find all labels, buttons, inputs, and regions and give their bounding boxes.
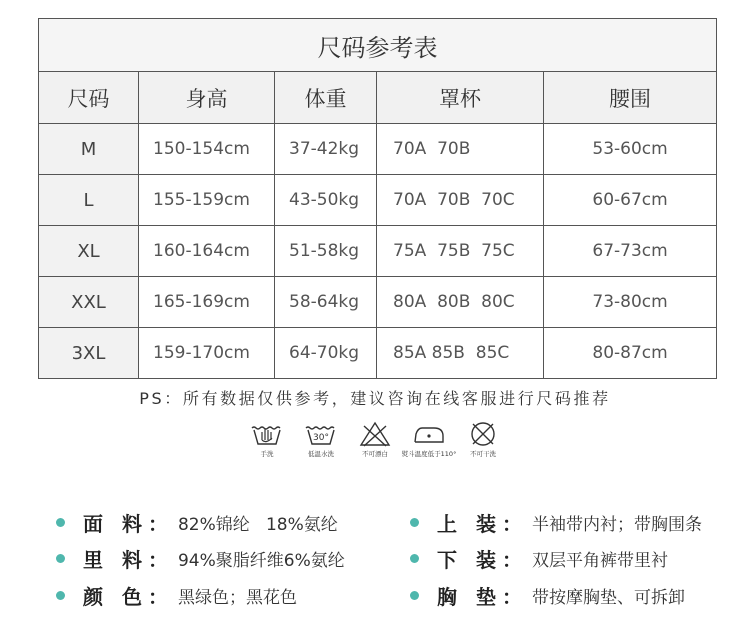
header-weight: 体重 — [275, 72, 377, 124]
iron-low-icon — [412, 420, 446, 448]
cell-cup: 80A 80B 80C — [377, 277, 544, 328]
care-hand-wash — [238, 420, 296, 458]
care-label: 手洗 — [260, 450, 274, 458]
cell-size: M — [39, 124, 139, 175]
spec-value: 82%锦纶 18%氨纶 — [177, 514, 338, 535]
spec-label: 颜 色： — [83, 584, 174, 609]
header-size: 尺码 — [39, 72, 139, 124]
bullet-dot — [410, 591, 419, 600]
cell-size: XXL — [39, 277, 139, 328]
table-title: 尺码参考表 — [39, 19, 717, 72]
care-no-bleach — [346, 420, 404, 458]
spec-label: 面 料： — [83, 511, 174, 536]
spec-value: 94%聚脂纤维6%氨纶 — [177, 550, 345, 571]
header-height: 身高 — [139, 72, 275, 124]
cell-cup: 85A 85B 85C — [377, 328, 544, 379]
care-label: 不可干洗 — [470, 450, 496, 458]
cell-size: XL — [39, 226, 139, 277]
spec-pad — [410, 582, 685, 608]
cell-weight: 43-50kg — [275, 175, 377, 226]
wash-30-icon — [304, 420, 338, 448]
table-row — [39, 328, 717, 379]
cell-height: 160-164cm — [139, 226, 275, 277]
cell-size: 3XL — [39, 328, 139, 379]
spec-bottom — [410, 545, 668, 571]
spec-value: 双层平角裤带里衬 — [531, 550, 668, 571]
cell-size: L — [39, 175, 139, 226]
table-row — [39, 175, 717, 226]
bullet-dot — [410, 518, 419, 527]
header-waist: 腰围 — [544, 72, 717, 124]
cell-height: 165-169cm — [139, 277, 275, 328]
spec-value: 半袖带内衬；带胸围条 — [531, 514, 702, 535]
no-bleach-icon — [358, 420, 392, 448]
cell-weight: 64-70kg — [275, 328, 377, 379]
hand-wash-icon — [250, 420, 284, 448]
bullet-dot — [56, 518, 65, 527]
spec-value: 带按摩胸垫、可拆卸 — [531, 587, 685, 608]
care-no-tumble-dry — [454, 420, 512, 458]
cell-weight: 58-64kg — [275, 277, 377, 328]
cell-height: 155-159cm — [139, 175, 275, 226]
care-wash-30 — [292, 420, 350, 458]
wash-temp-label: 30° — [313, 433, 329, 443]
cell-cup: 75A 75B 75C — [377, 226, 544, 277]
care-label: 不可漂白 — [362, 450, 388, 458]
table-row — [39, 277, 717, 328]
spec-top — [410, 509, 702, 535]
spec-label: 里 料： — [83, 547, 174, 572]
cell-height: 159-170cm — [139, 328, 275, 379]
size-chart-table — [38, 18, 717, 379]
care-label: 低温水洗 — [308, 450, 334, 458]
cell-waist: 80-87cm — [544, 328, 717, 379]
header-cup: 罩杯 — [377, 72, 544, 124]
bullet-dot — [56, 554, 65, 563]
cell-waist: 60-67cm — [544, 175, 717, 226]
spec-value: 黑绿色；黑花色 — [177, 587, 297, 608]
care-label: 熨斗温度低于110° — [401, 450, 457, 458]
size-note: PS：所有数据仅供参考，建议咨询在线客服进行尺码推荐 — [139, 389, 611, 408]
cell-waist: 73-80cm — [544, 277, 717, 328]
bullet-dot — [410, 554, 419, 563]
no-tumble-dry-icon — [466, 420, 500, 448]
cell-height: 150-154cm — [139, 124, 275, 175]
spec-label: 上 装： — [437, 511, 528, 536]
spec-label: 下 装： — [437, 547, 528, 572]
table-row — [39, 124, 717, 175]
bullet-dot — [56, 591, 65, 600]
spec-color — [56, 582, 297, 608]
cell-weight: 37-42kg — [275, 124, 377, 175]
care-iron-low — [400, 420, 458, 458]
table-header-row — [39, 72, 717, 124]
spec-lining — [56, 545, 345, 571]
spec-label: 胸 垫： — [437, 584, 528, 609]
care-instructions — [238, 420, 518, 470]
cell-cup: 70A 70B — [377, 124, 544, 175]
spec-fabric — [56, 509, 338, 535]
cell-weight: 51-58kg — [275, 226, 377, 277]
cell-waist: 67-73cm — [544, 226, 717, 277]
table-row — [39, 226, 717, 277]
cell-waist: 53-60cm — [544, 124, 717, 175]
cell-cup: 70A 70B 70C — [377, 175, 544, 226]
